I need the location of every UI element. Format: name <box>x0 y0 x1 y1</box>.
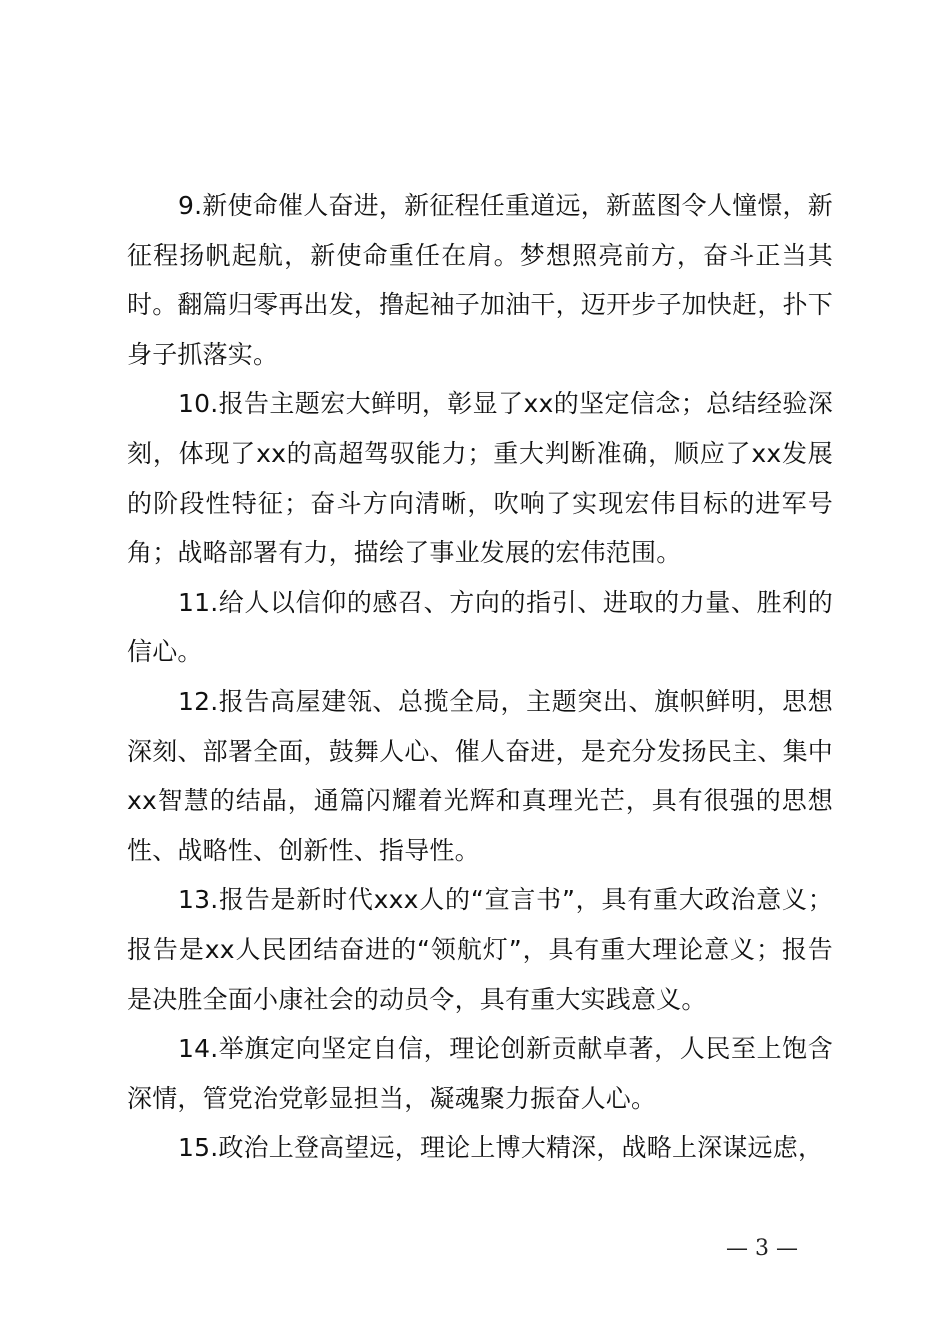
paragraph-14: 14.举旗定向坚定自信，理论创新贡献卓著，人民至上饱含深情，管党治党彰显担当，凝魂聚力振奋人心。 <box>127 1034 833 1113</box>
paragraph-13: 13.报告是新时代xxx人的“宣言书”，具有重大政治意义；报告是xx人民团结奋进的“领航灯”，具有重大理论意义；报告是决胜全面小康社会的动员令，具有重大实践意义。 <box>127 885 833 1014</box>
paragraph-9: 9.新使命催人奋进，新征程任重道远，新蓝图令人憧憬，新征程扬帆起航，新使命重任在肩。梦想照亮前方，奋斗正当其时。翻篇归零再出发，撸起袖子加油干，迈开步子加快赶，扑下身子抓落实。 <box>127 191 833 369</box>
page-number: — 3 — <box>726 1236 798 1261</box>
paragraph-12: 12.报告高屋建瓴、总揽全局，主题突出、旗帜鲜明，思想深刻、部署全面，鼓舞人心、催人奋进，是充分发扬民主、集中xx智慧的结晶，通篇闪耀着光辉和真理光芒，具有很强的思想性、战略性、创新性、指导性。 <box>127 686 833 865</box>
paragraph-11: 11.给人以信仰的感召、方向的指引、进取的力量、胜利的信心。 <box>127 587 833 667</box>
paragraph-15: 15.政治上登高望远，理论上博大精深，战略上深谋远虑， <box>178 1133 824 1163</box>
document-body <box>127 181 833 1173</box>
paragraph-10: 10.报告主题宏大鲜明，彰显了xx的坚定信念；总结经验深刻，体现了xx的高超驾驭能力；重大判断准确，顺应了xx发展的阶段性特征；奋斗方向清晰，吹响了实现宏伟目标的进军号角；战略部署有力，描绘了事业发展的宏伟范围。 <box>127 389 833 568</box>
